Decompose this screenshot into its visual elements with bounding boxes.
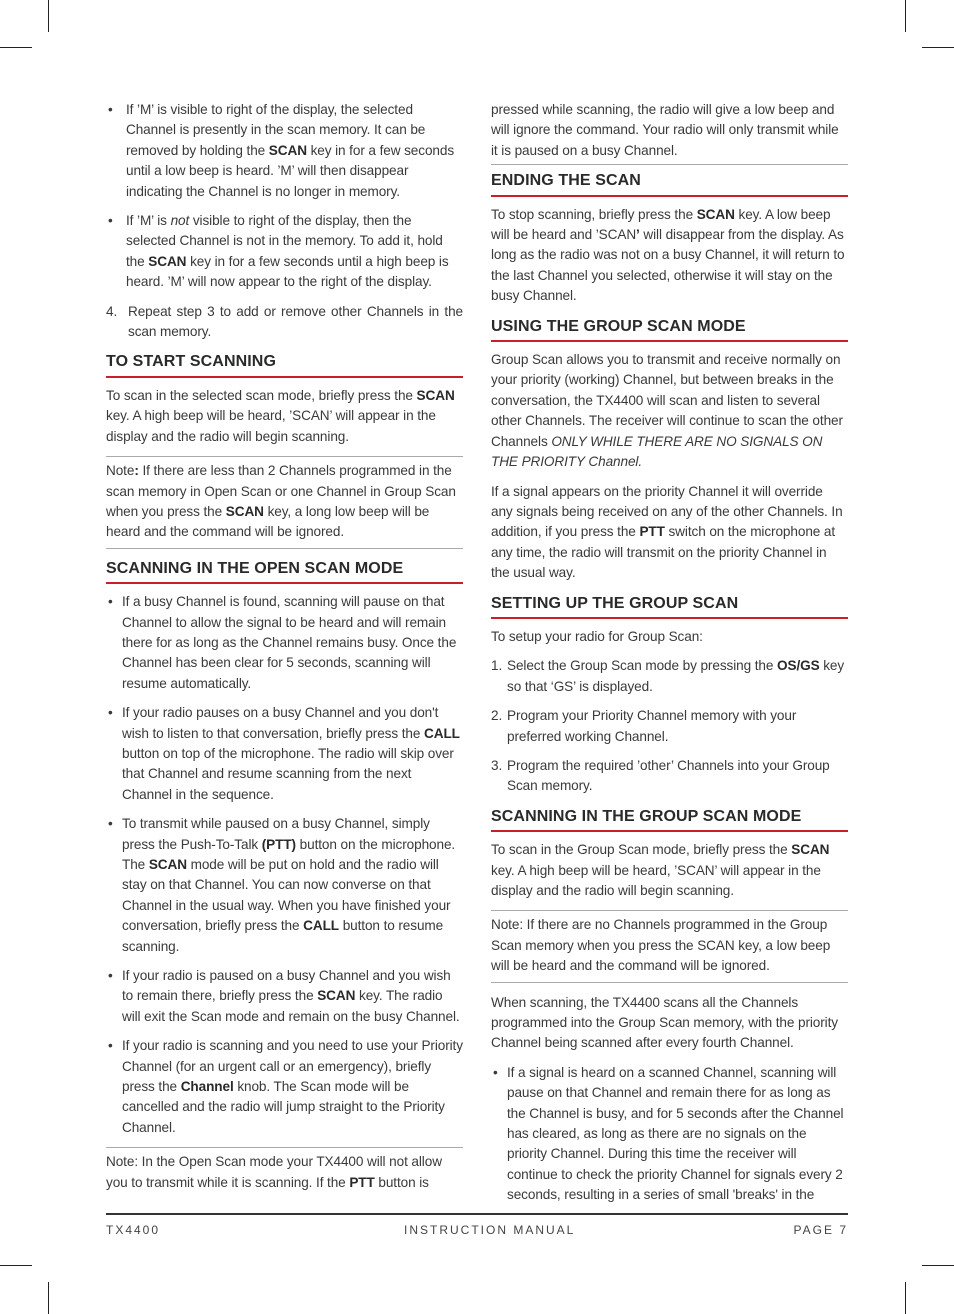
crop-mark — [905, 0, 906, 32]
right-column — [491, 100, 848, 1215]
list-item: • If a signal is heard on a scanned Channel, scanning will pause on that Channel and remain there for as long as the Channel is busy, and for 5 seconds after the Channel has cleared, as long as there are no signals on the priority Channel. During this time the receiver will continue to check the priority Channel for signals every 2 seconds, resulting in a series of small 'breaks' in the — [491, 1063, 848, 1206]
section-heading: TO START SCANNING — [106, 352, 463, 377]
list-item: • To transmit while paused on a busy Channel, simply press the Push-To-Talk (PTT) button on the microphone. The SCAN mode will be put on hold and the radio will stay on that Channel. You can now converse on that Channel in the usual way. When you have finished your conversation, briefly press the CALL button to resume scanning. — [106, 814, 463, 957]
paragraph: To scan in the selected scan mode, briefly press the SCAN key. A high beep will be heard, ’SCAN’ will appear in the display and the radio will begin scanning. — [106, 387, 455, 444]
list-item: 4. Repeat step 3 to add or remove other Channels in the scan memory. — [106, 303, 463, 340]
setup-steps — [491, 656, 848, 796]
crop-mark — [0, 47, 32, 48]
section-heading: SCANNING IN THE GROUP SCAN MODE — [491, 807, 848, 832]
crop-mark — [922, 1265, 954, 1266]
note-box: Note: In the Open Scan mode your TX4400 will not allow you to transmit while it is scanning. If the PTT button is — [106, 1147, 463, 1198]
footer-manual-title: INSTRUCTION MANUAL — [404, 1223, 576, 1237]
memory-bullets — [106, 100, 463, 293]
paragraph: When scanning, the TX4400 scans all the Channels programmed into the Group Scan memory, with the priority Channel being scanned after every fourth Channel. — [491, 994, 838, 1051]
paragraph: To scan in the Group Scan mode, briefly press the SCAN key. A high beep will be heard, ’SCAN’ will appear in the display and the radio will begin scanning. — [491, 842, 830, 898]
crop-mark — [922, 47, 954, 48]
list-item: • If your radio is paused on a busy Channel and you wish to remain there, briefly press the SCAN key. The radio will exit the Scan mode and remain on the busy Channel. — [106, 966, 463, 1027]
note-box: Note: If there are no Channels programmed in the Group Scan memory when you press the SCAN key, a low beep will be heard and the command will be ignored. — [491, 910, 848, 982]
crop-mark — [48, 0, 49, 32]
crop-mark — [905, 1282, 906, 1314]
footer-page-number: PAGE 7 — [793, 1223, 848, 1237]
paragraph: If a signal appears on the priority Channel it will override any signals being received on any of the other Channels. In addition, if you press the PTT switch on the microphone at any time, the radio will transmit on the priority Channel in the usual way. — [491, 483, 843, 581]
footer-model: TX4400 — [106, 1223, 161, 1237]
section-heading: SCANNING IN THE OPEN SCAN MODE — [106, 559, 463, 584]
list-item: • If ’M’ is not visible to right of the display, then the selected Channel is not in the memory. To add it, hold the SCAN key in for a few seconds until a high beep is heard. ’M’ will now appear to the right of the display. — [106, 211, 463, 293]
paragraph: Group Scan allows you to transmit and receive normally on your priority (working) Channel, but between breaks in the conversation, the TX4400 will scan and listen to several other Channels. The receiver will continue to scan the other Channels ONLY WHILE THERE ARE NO SIGNALS ON THE PRIORITY Channel. — [491, 352, 843, 470]
paragraph: To setup your radio for Group Scan: — [491, 628, 703, 644]
section-heading: ENDING THE SCAN — [491, 171, 848, 196]
crop-mark — [0, 1265, 32, 1266]
list-item: • If your radio is scanning and you need to use your Priority Channel (for an urgent call or an emergency), briefly press the Channel knob. The Scan mode will be cancelled and the radio will jump straight to the Priority Channel. — [106, 1036, 463, 1138]
list-item: • If ’M’ is visible to right of the display, the selected Channel is presently in the scan memory. It can be removed by holding the SCAN key in for a few seconds until a low beep is heard. ’M’ will then disappear indicating the Channel is no longer in memory. — [106, 100, 463, 202]
page-footer — [106, 1213, 848, 1237]
open-scan-bullets — [106, 592, 463, 1138]
group-scan-bullets — [491, 1063, 848, 1206]
left-column — [106, 100, 463, 1208]
section-heading: SETTING UP THE GROUP SCAN — [491, 594, 848, 619]
list-item: 2. Program your Priority Channel memory with your preferred working Channel. — [491, 708, 797, 744]
note-box: Note: If there are less than 2 Channels programmed in the scan memory in Open Scan or one Channel in Group Scan when you press the SCAN key, a long low beep will be heard and the command will be ignored. — [106, 456, 463, 549]
paragraph: pressed while scanning, the radio will give a low beep and will ignore the command. Your radio will only transmit while it is paused on a busy Channel. — [491, 100, 848, 165]
list-item: • If a busy Channel is found, scanning will pause on that Channel to allow the signal to be heard and will remain there for as long as the Channel remains busy. Once the Channel has been clear for 5 seconds, scanning will resume automatically. — [106, 592, 463, 694]
crop-mark — [48, 1282, 49, 1314]
section-heading: USING THE GROUP SCAN MODE — [491, 317, 848, 342]
paragraph: To stop scanning, briefly press the SCAN key. A low beep will be heard and ’SCAN’ will disappear from the display. As long as the radio was not on a busy Channel, it will return to the last Channel you selected, otherwise it will stay on the busy Channel. — [491, 206, 845, 304]
list-item: 1. Select the Group Scan mode by pressing the OS/GS key so that ‘GS’ is displayed. — [491, 658, 845, 694]
list-item: • If your radio pauses on a busy Channel and you don't wish to listen to that conversation, briefly press the CALL button on top of the microphone. The radio will skip over that Channel and resume scanning from the next Channel in the sequence. — [106, 703, 463, 805]
step-list — [106, 302, 463, 343]
list-item: 3. Program the required ’other’ Channels into your Group Scan memory. — [491, 757, 830, 794]
